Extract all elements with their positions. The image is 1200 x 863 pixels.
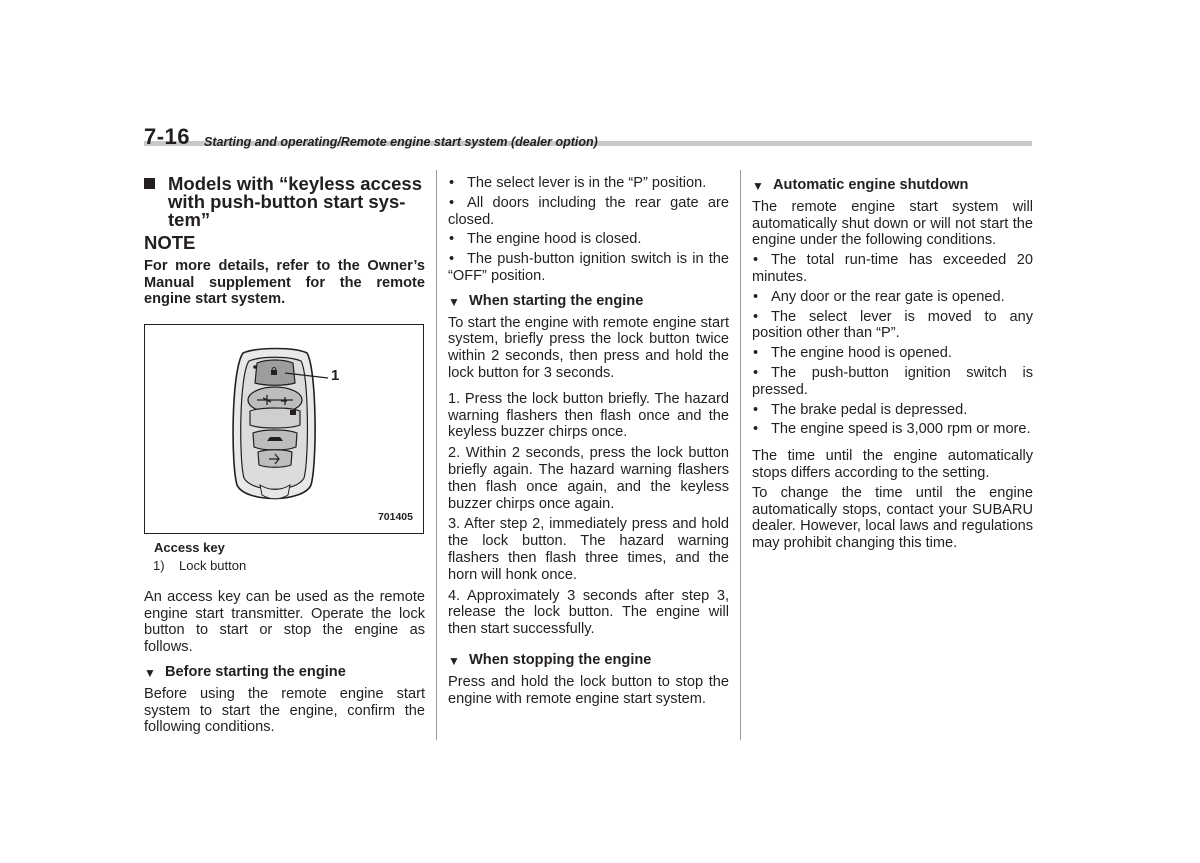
bullet-dot-icon: •: [449, 231, 455, 248]
step-item: 2. Within 2 seconds, press the lock button briefly again. The hazard warning flashers then flash once again, and the keyless buzzer chirps once again.: [448, 445, 729, 512]
figure-code: 701405: [377, 511, 413, 524]
bullet-dot-icon: •: [753, 401, 759, 418]
step-item: 4. Approximately 3 seconds after step 3, release the lock button. The engine will then start successfully.: [448, 587, 729, 638]
change-paragraph: To change the time until the engine automatically stops, contact your SUBARU dealer. However, local laws and regulations may prohibit changing this time.: [752, 484, 1033, 552]
list-item: • The engine speed is 3,000 rpm or more.: [753, 421, 1031, 438]
list-item: • The push-button ignition switch is in the “OFF” position.: [448, 251, 729, 284]
page-number: 7-16: [144, 124, 191, 149]
stopping-paragraph: Press and hold the lock button to stop the engine with remote engine start system.: [448, 673, 729, 707]
access-key-figure: [144, 324, 424, 534]
bullet-dot-icon: •: [449, 175, 455, 191]
intro-paragraph: An access key can be used as the remote engine start transmitter. Operate the lock button to start or stop the engine as follows.: [144, 588, 425, 656]
list-item: • The engine hood is closed.: [449, 231, 642, 248]
note-body: For more details, refer to the Owner’s Manual supplement for the remote engine start system.: [144, 257, 425, 308]
chapter-title: Starting and operating/Remote engine start system (dealer option): [204, 135, 598, 149]
column-right: [752, 175, 1033, 555]
subheading-before-starting: ▼ Before starting the engine: [144, 663, 346, 680]
list-item: • The brake pedal is depressed.: [753, 401, 968, 418]
subheading-when-starting: ▼ When starting the engine: [448, 292, 644, 309]
subheading-when-stopping: ▼ When stopping the engine: [448, 651, 652, 668]
column-middle: [448, 175, 729, 710]
bullet-dot-icon: •: [753, 288, 759, 305]
bullet-dot-icon: •: [753, 421, 759, 438]
bullet-dot-icon: •: [449, 251, 455, 268]
bullet-dot-icon: •: [753, 345, 759, 362]
step-item: 1. Press the lock button briefly. The hazard warning flashers then flash once and the keyless buzzer chirps once.: [448, 390, 729, 441]
bullet-dot-icon: •: [753, 252, 759, 269]
figure-callout-1: 1: [331, 367, 340, 385]
shutdown-paragraph: The remote engine start system will automatically shut down or will not start the engine under the following conditions.: [752, 198, 1033, 249]
bullet-dot-icon: •: [753, 364, 759, 381]
triangle-down-icon: ▼: [752, 179, 764, 193]
access-key-illustration: [145, 325, 423, 533]
bullet-dot-icon: •: [753, 308, 759, 325]
triangle-down-icon: ▼: [448, 653, 460, 668]
list-item: • The select lever is moved to any position other than “P”.: [752, 308, 1033, 342]
subheading-auto-shutdown: ▼ Automatic engine shutdown: [752, 177, 969, 193]
section-title: Models with “keyless access with push-button start sys-tem”: [144, 175, 425, 229]
starting-paragraph: To start the engine with remote engine start system, briefly press the lock button twice within 2 seconds, then press and hold the lock button for 3 seconds.: [448, 314, 729, 381]
triangle-down-icon: ▼: [448, 294, 460, 309]
triangle-down-icon: ▼: [144, 665, 156, 680]
column-left: [144, 175, 425, 739]
time-paragraph: The time until the engine automatically stops differs according to the setting.: [752, 448, 1033, 481]
figure-caption-title: Access key: [154, 540, 225, 556]
list-item: • The push-button ignition switch is pressed.: [752, 364, 1033, 398]
step-item: 3. After step 2, immediately press and hold the lock button. The hazard warning flashers then flash three times, and the horn will honk once.: [448, 516, 729, 583]
list-item: • Any door or the rear gate is opened.: [753, 288, 1005, 305]
bullet-dot-icon: •: [449, 194, 455, 211]
list-item: • All doors including the rear gate are closed.: [448, 194, 729, 228]
column-divider: [740, 170, 741, 740]
square-bullet-icon: [144, 178, 155, 189]
column-divider: [436, 170, 437, 740]
list-item: • The total run-time has exceeded 20 minutes.: [752, 252, 1033, 285]
list-item: • The select lever is in the “P” position.: [449, 175, 707, 191]
figure-caption-item: 1) Lock button: [153, 557, 247, 573]
note-heading: NOTE: [144, 232, 196, 253]
page-header: [144, 124, 1032, 152]
list-item: • The engine hood is opened.: [753, 345, 952, 362]
before-starting-paragraph: Before using the remote engine start system to start the engine, confirm the following conditions.: [144, 685, 425, 736]
